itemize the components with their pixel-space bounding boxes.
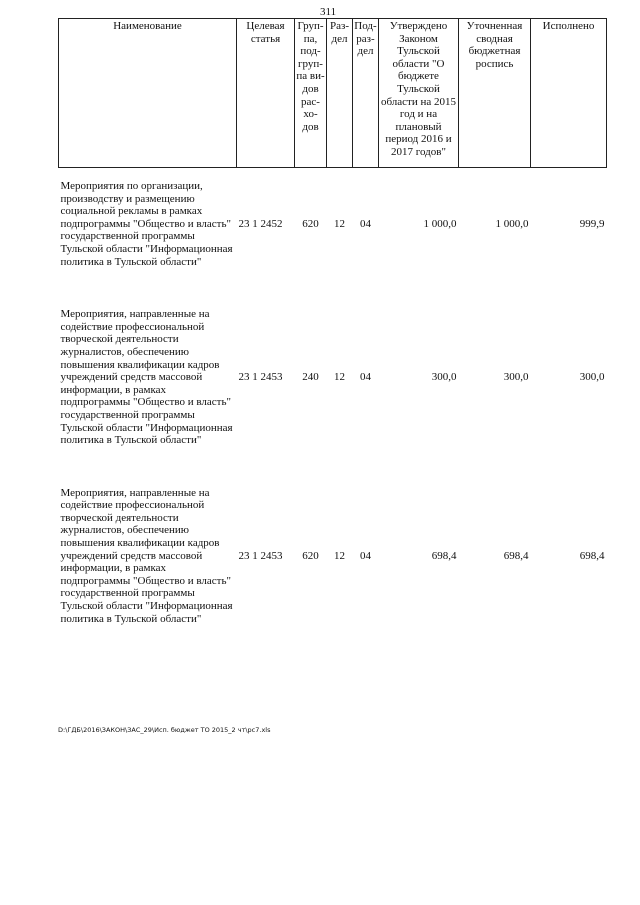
row-subsection: 04 (360, 549, 371, 562)
header-approved: Утверждено Законом Тульской области "О бюджете Тульской области на 2015 год и на плановый период 2016 и 2017 годов" (379, 19, 459, 168)
row-refined: 300,0 (503, 371, 529, 384)
row-name: Мероприятия по организации, производству и размещению социальной рекламы в рамках подпрограммы "Общество и власть" государственной программы Тульской области "Информационная политика в Тульской области" (60, 180, 233, 268)
header-subsection: Под-раз-дел (353, 19, 379, 168)
table-row (59, 481, 607, 632)
header-executed: Исполнено (531, 19, 607, 168)
budget-table (58, 18, 607, 631)
row-approved: 300,0 (431, 371, 457, 384)
page-number: 311 (320, 6, 337, 18)
row-code: 23 1 2453 (238, 549, 283, 562)
file-path-footer: D:\ГДБ\2016\ЗАКОН\ЗАС_29\Исп. бюджет ТО 2015_2 чт\рс7.xls (58, 726, 271, 734)
row-subsection: 04 (360, 371, 371, 384)
row-section: 12 (334, 217, 345, 230)
row-group: 240 (302, 371, 319, 384)
row-section: 12 (334, 371, 345, 384)
row-executed: 999,9 (579, 217, 605, 230)
header-group: Груп-па, под-груп-па ви-дов рас-хо-дов (295, 19, 327, 168)
row-refined: 1 000,0 (495, 217, 529, 230)
row-refined: 698,4 (503, 549, 529, 562)
row-section: 12 (334, 549, 345, 562)
row-name: Мероприятия, направленные на содействие профессиональной творческой деятельности журналистов, обеспечению повышения квалификации кадров учреждений средств массовой информации, в рамках подпрограммы "Общество и власть" государственной программы Тульской области "Информационная политика в Тульской области" (60, 308, 233, 447)
row-group: 620 (302, 549, 319, 562)
row-name: Мероприятия, направленные на содействие профессиональной творческой деятельности журналистов, обеспечению повышения квалификации кадров учреждений средств массовой информации, в рамках подпрограммы "Общество и власть" государственной программы Тульской области "Информационная политика в Тульской области" (60, 486, 233, 625)
row-code: 23 1 2452 (238, 217, 283, 230)
row-subsection: 04 (360, 217, 371, 230)
row-executed: 300,0 (579, 371, 605, 384)
header-section: Раз-дел (327, 19, 353, 168)
table-row (59, 302, 607, 453)
row-approved: 698,4 (431, 549, 457, 562)
table-header-row (59, 19, 607, 168)
header-target: Целевая статья (237, 19, 295, 168)
table-row (59, 174, 607, 274)
row-group: 620 (302, 217, 319, 230)
row-approved: 1 000,0 (423, 217, 457, 230)
row-executed: 698,4 (579, 549, 605, 562)
row-code: 23 1 2453 (238, 371, 283, 384)
header-refined: Уточненная сводная бюджетная роспись (459, 19, 531, 168)
header-name: Наименование (59, 19, 237, 168)
